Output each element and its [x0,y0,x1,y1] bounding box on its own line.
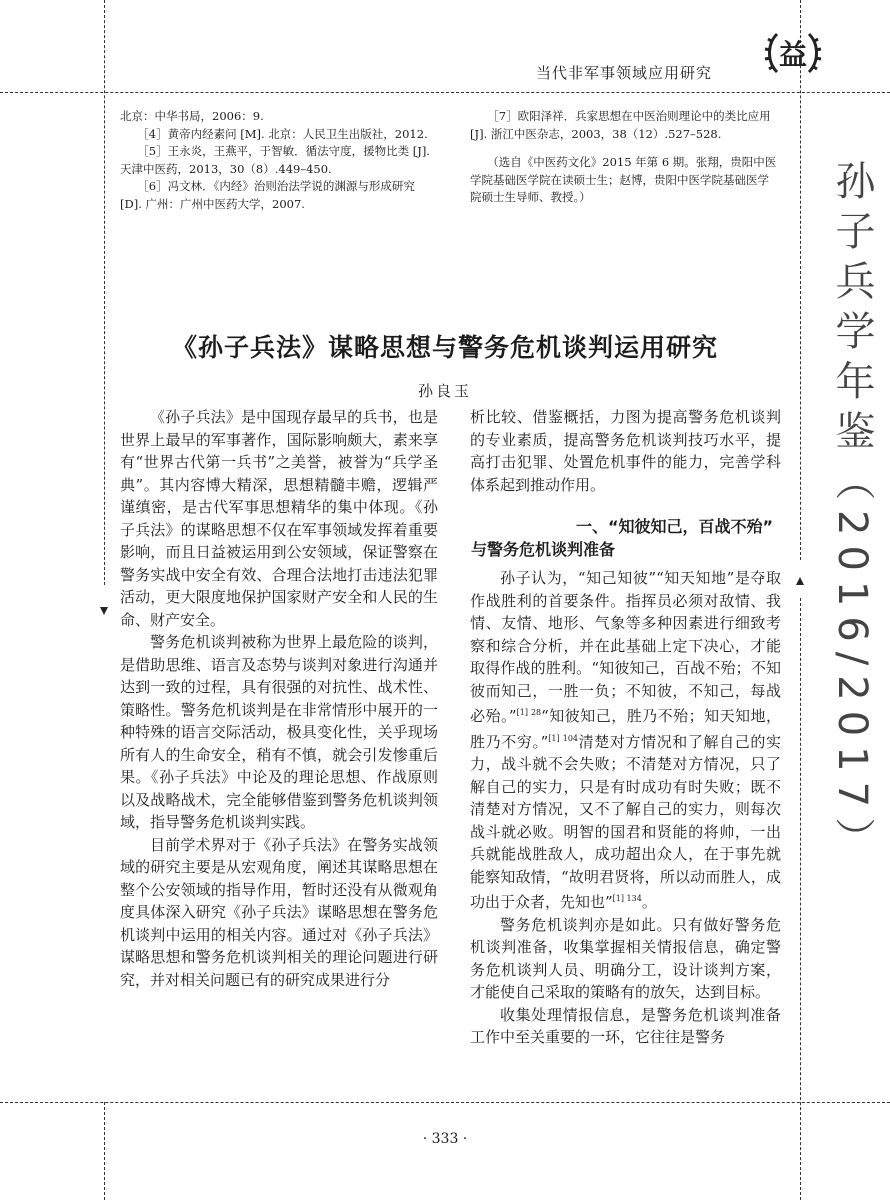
fold-arrow-up-icon [796,577,804,585]
reference-item: ［5］王永炎，王燕平，于智敏．循法守度，援物比类 [J]. 天津中医药，2013，30（8）.449–450. [120,144,430,176]
reference-item: ［7］欧阳泽祥．兵家思想在中医治则理论中的类比应用 [J]. 浙江中医杂志，2003，38（12）.527–528. [470,109,771,141]
paragraph: 目前学术界对于《孙子兵法》在警务实战领域的研究主要是从宏观角度，阐述其谋略思想在整个公安领域的指导作用，暂时还没有从微观角度具体深入研究《孙子兵法》谋略思想在警务危机谈判中运用的相关内容。通过对《孙子兵法》谋略思想和警务危机谈判相关的理论问题进行研究，并对相关问题已有的研究成果进行分 [120,835,438,989]
reference-item: ［6］冯文林．《内经》治则治法学说的渊源与形成研究 [D]. 广州：广州中医药大学，2007. [120,179,415,211]
references-left [120,108,438,213]
paragraph-text: 。 [641,893,657,911]
paragraph: 警务危机谈判被称为世界上最危险的谈判，是借助思维、语言及态势与谈判对象进行沟通并达到一致的过程，具有很强的对抗性、战术性、策略性。警务危机谈判是在非常情形中展开的一种特殊的语言交际活动，极具变化性，关乎现场所有人的生命安全，稍有不慎，就会引发惨重后果。《孙子兵法》中论及的理论思想、作战原则以及战略战术，完全能够借鉴到警务危机谈判领域，指导警务危机谈判实践。 [120,633,438,831]
section-heading-line2: 与警务危机谈判准备 [471,540,616,559]
paragraph: 《孙子兵法》是中国现存最早的兵书，也是世界上最早的军事著作，国际影响颇大，素来享有“世界古代第一兵书”之美誉，被誉为“兵学圣典”。其内容博大精深，思想精髓丰赡，逻辑严谨缜密，是古代军事思想精华的集中体现。《孙子兵法》的谋略思想不仅在军事领域发挥着重要影响，而且日益被运用到公安领域，保证警察在警务实战中安全有效、合理合法地打击违法犯罪活动，更大限度地保护国家财产安全和人民的生命、财产安全。 [120,408,438,629]
citation-mark: [1] 28 [516,708,542,717]
reference-item: ［4］黄帝内经素问 [M]. 北京：人民卫生出版社，2012. [137,126,428,141]
page-number: · 333 · [422,1131,468,1147]
paragraph: 警务危机谈判亦是如此。只有做好警务危机谈判准备，收集掌握相关情报信息，确定警务危机谈判人员、明确分工，设计谈判方案，才能使自己采取的策略有的放矢，达到目标。 [470,915,781,1001]
running-header: 当代非军事领域应用研究 [536,64,713,82]
crop-mark-left-bottom [104,1102,105,1200]
reference-item: 北京：中华书局，2006：9. [120,109,264,123]
right-column-intro [470,406,781,496]
header-rule [0,92,890,93]
paragraph [470,567,781,914]
section-heading [471,515,781,561]
crop-mark-right-vertical-lower [800,598,801,1200]
references-right [470,108,780,207]
crop-mark-left-vertical [104,0,105,585]
citation-mark: [1] 104 [548,733,579,743]
citation-mark: [1] 134 [612,894,642,903]
fold-arrow-down-icon [100,607,108,615]
yearbook-logo [763,24,823,84]
paragraph-text: 清楚对方情况和了解自己的实力，战斗就不会失败；不清楚对方情况，只了解自己的实力，只是有时成功有时失败；既不清楚对方情况，又不了解自己的实力，则每次战斗就必败。明智的国君和贤能的将帅，一出兵就能战胜敌人，成功超出众人，在于事先就能察知敌情，“故明君贤将，所以动而胜人，成功出于众者，先知也” [470,732,781,911]
paragraph-text: “知彼知己，胜乃不殆；知天知地，胜乃不穷。” [470,707,782,751]
article-author: 孙良玉 [417,382,472,400]
laurel-seal-icon [763,24,823,84]
footer-rule [0,1102,890,1103]
paragraph: 析比较、借鉴概括，力图为提高警务危机谈判的专业素质，提高警务危机谈判技巧水平，提高打击犯罪、处置危机事件的能力，完善学科体系起到推动作用。 [470,408,781,494]
paragraph: 收集处理情报信息，是警务危机谈判准备工作中至关重要的一环，它往往是警务 [470,1005,781,1046]
svg-text:益: 益 [778,38,808,71]
section-heading-line1: 一、“知彼知己，百战不殆” [575,517,773,536]
left-column [120,406,438,991]
right-column-body [470,567,781,1049]
article-title: 《孙子兵法》谋略思想与警务危机谈判运用研究 [171,333,718,362]
paragraph-text: 孙子认为，“知己知彼”“知天知地”是夺取作战胜利的首要条件。指挥员必须对敌情、我情、友情、地形、气象等多种因素进行细致考察和综合分析，并在此基础上定下决心，才能取得作战的胜利。“知彼知己，百战不殆；不知彼而知己，一胜一负；不知彼，不知己，每战必殆。” [470,569,781,725]
source-note: （选自《中医药文化》2015 年第 6 期。张翔，贵阳中医学院基础医学院在读硕士生；赵博，贵阳中医学院基础医学院硕士生导师、教授。） [470,155,777,204]
yearbook-side-title: 孙子兵学年鉴（2016/2017） [829,160,875,868]
